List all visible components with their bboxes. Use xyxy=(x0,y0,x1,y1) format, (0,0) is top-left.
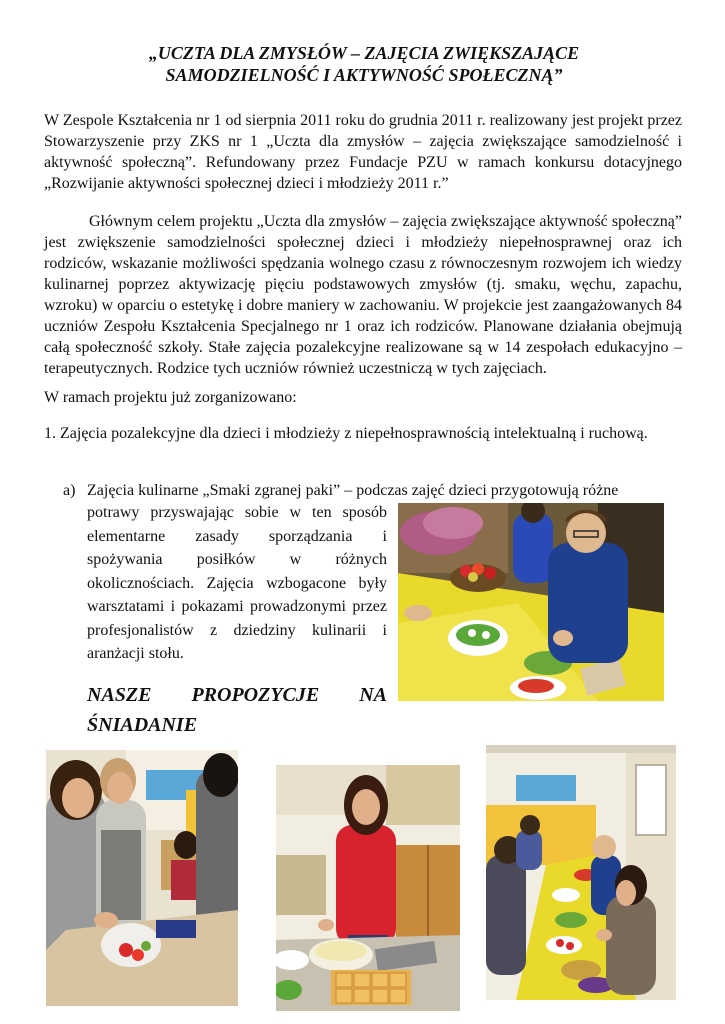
item-a-first-line: Zajęcia kulinarne „Smaki zgranej paki” – podczas zajęć dzieci przygotowują różne xyxy=(87,482,619,499)
photo-girl-mixing xyxy=(276,765,460,1011)
intro-paragraph: W Zespole Kształcenia nr 1 od sierpnia 2011 roku do grudnia 2011 r. realizowany jest projekt przez Stowarzyszenie przy ZKS nr 1 „Uczta dla zmysłów – zajęcia zwiększające samodzielność i aktywność społeczną”. Refundowany przez Fundacje PZU w ramach konkursu dotacyjnego „Rozwijanie aktywności społecznej dzieci i młodzieży 2011 r.” xyxy=(44,112,682,192)
page-title-line-1: „UCZTA DLA ZMYSŁÓW – ZAJĘCIA ZWIĘKSZAJĄCE xyxy=(148,43,580,63)
organized-intro: W ramach projektu już zorganizowano: xyxy=(44,389,297,406)
activity-1-paragraph: 1. Zajęcia pozalekcyjne dla dzieci i młodzieży z niepełnosprawnością intelektualną i ruchową. xyxy=(44,425,648,442)
section-heading-breakfast: NASZE PROPOZYCJE NA ŚNIADANIE xyxy=(87,684,387,736)
goal-paragraph: Głównym celem projektu „Uczta dla zmysłów – zajęcia zwiększające aktywność społeczną” jest zwiększenie samodzielności społecznej dzieci i młodzieży niepełnosprawnej oraz ich rodziców, wskazanie możliwości spędzania wolnego czasu z równoczesnym rozwojem ich wiedzy kulinarnej poprzez aktywizację pięciu podstawowych zmysłów (tj. smaku, węchu, zapachu, wzroku) w oparciu o estetykę i dobre maniery w zachowaniu. W projekcie jest zaangażowanych 84 uczniów Zespołu Kształcenia Specjalnego nr 1 oraz ich rodziców. Planowane działania obejmują całą społeczność szkoły. Stałe zajęcia pozalekcyjne realizowane są w 14 zespołach edukacyjno – terapeutycznych. Rodzice tych uczniów również uczestniczą w tych zajęciach. xyxy=(44,213,682,377)
page-title-line-2: SAMODZIELNOŚĆ I AKTYWNOŚĆ SPOŁECZNĄ” xyxy=(165,65,563,85)
page-title xyxy=(40,42,688,86)
photo-group-breakfast xyxy=(486,745,676,1000)
photo-women-preparing-food xyxy=(46,750,238,1006)
photo-students-sandwiches xyxy=(398,503,664,701)
item-a-description: potrawy przyswajając sobie w ten sposób elementarne zasady sporządzania i spożywania posiłków w różnych okolicznościach. Zajęcia wzbogacone były warsztatami i pokazami prowadzonymi przez profesjonalistów z dziedziny kulinarii i aranżacji stołu. xyxy=(87,504,387,662)
item-a-label: a) xyxy=(63,482,76,499)
